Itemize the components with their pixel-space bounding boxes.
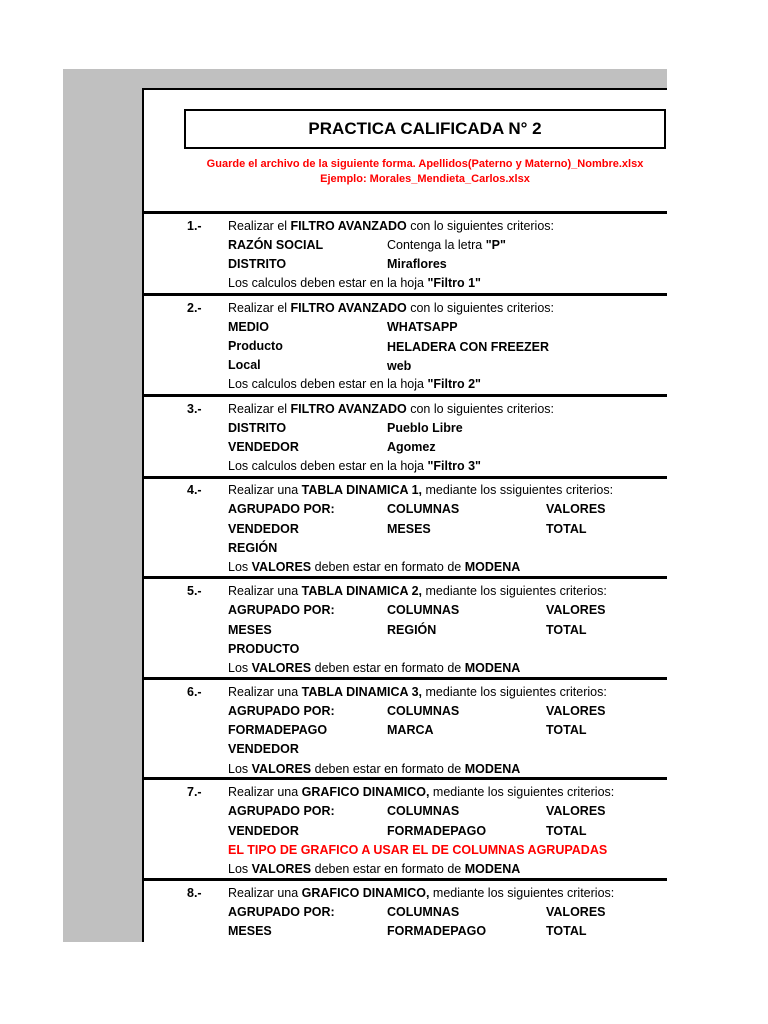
divider <box>144 211 667 214</box>
column-field: MARCA <box>387 723 434 737</box>
format-instruction: Los VALORES deben estar en formato de MODENA <box>228 862 521 876</box>
header-agrupado: AGRUPADO POR: <box>228 905 335 919</box>
header-valores: VALORES <box>546 804 606 818</box>
column-field: MESES <box>387 522 431 536</box>
header-columnas: COLUMNAS <box>387 603 460 617</box>
divider <box>144 476 667 479</box>
grouped-field: MESES <box>228 924 272 938</box>
header-columnas: COLUMNAS <box>387 704 460 718</box>
criteria-value: web <box>387 359 412 373</box>
value-field: TOTAL <box>546 522 587 536</box>
header-agrupado: AGRUPADO POR: <box>228 603 335 617</box>
header-valores: VALORES <box>546 603 606 617</box>
grouped-field: VENDEDOR <box>228 522 299 536</box>
task-number: 1.- <box>187 219 202 233</box>
format-instruction: Los VALORES deben estar en formato de MODENA <box>228 560 521 574</box>
task-description: Realizar el FILTRO AVANZADO con lo siguientes criterios: <box>228 402 555 416</box>
task-description: Realizar una TABLA DINAMICA 1, mediante los ssiguientes criterios: <box>228 483 614 497</box>
criteria-field: VENDEDOR <box>228 440 299 454</box>
task-description: Realizar una TABLA DINAMICA 3, mediante los siguientes criterios: <box>228 685 607 699</box>
page-title: PRACTICA CALIFICADA N° 2 <box>184 109 666 149</box>
grouped-field: PRODUCTO <box>228 642 300 656</box>
criteria-field: Producto <box>228 339 283 353</box>
value-field: TOTAL <box>546 824 587 838</box>
divider <box>144 293 667 296</box>
header-columnas: COLUMNAS <box>387 804 460 818</box>
task-description: Realizar una GRAFICO DINAMICO, mediante los siguientes criterios: <box>228 785 615 799</box>
criteria-field: Local <box>228 358 261 372</box>
divider <box>144 394 667 397</box>
criteria-value: HELADERA CON FREEZER <box>387 340 550 354</box>
criteria-field: DISTRITO <box>228 257 287 271</box>
task-number: 2.- <box>187 301 202 315</box>
task-number: 7.- <box>187 785 202 799</box>
filename-example: Ejemplo: Morales_Mendieta_Carlos.xlsx <box>320 173 530 185</box>
value-field: TOTAL <box>546 723 587 737</box>
criteria-value: Miraflores <box>387 257 447 271</box>
column-field: FORMADEPAGO <box>387 924 487 938</box>
grouped-field: VENDEDOR <box>228 742 299 756</box>
header-columnas: COLUMNAS <box>387 905 460 919</box>
chart-type-note: EL TIPO DE GRAFICO A USAR EL DE COLUMNAS AGRUPADAS <box>228 843 608 857</box>
criteria-field: RAZÓN SOCIAL <box>228 238 324 252</box>
divider <box>144 777 667 780</box>
task-description: Realizar una GRAFICO DINAMICO, mediante los siguientes criterios: <box>228 886 615 900</box>
task-description: Realizar el FILTRO AVANZADO con lo siguientes criterios: <box>228 301 555 315</box>
format-instruction: Los VALORES deben estar en formato de MODENA <box>228 661 521 675</box>
header-valores: VALORES <box>546 704 606 718</box>
grouped-field: REGIÓN <box>228 541 278 555</box>
header-agrupado: AGRUPADO POR: <box>228 704 335 718</box>
divider <box>144 677 667 680</box>
divider <box>144 878 667 881</box>
column-field: REGIÓN <box>387 623 437 637</box>
criteria-field: DISTRITO <box>228 421 287 435</box>
divider <box>144 576 667 579</box>
grouped-field: VENDEDOR <box>228 824 299 838</box>
task-number: 5.- <box>187 584 202 598</box>
header-valores: VALORES <box>546 905 606 919</box>
sheet-instruction: Los calculos deben estar en la hoja "Filtro 1" <box>228 276 481 290</box>
format-instruction: Los VALORES deben estar en formato de MODENA <box>228 762 521 776</box>
header-agrupado: AGRUPADO POR: <box>228 502 335 516</box>
criteria-value: Agomez <box>387 440 436 454</box>
task-description: Realizar el FILTRO AVANZADO con lo siguientes criterios: <box>228 219 555 233</box>
header-agrupado: AGRUPADO POR: <box>228 804 335 818</box>
task-number: 6.- <box>187 685 202 699</box>
criteria-field: MEDIO <box>228 320 269 334</box>
header-valores: VALORES <box>546 502 606 516</box>
value-field: TOTAL <box>546 623 587 637</box>
sheet-instruction: Los calculos deben estar en la hoja "Filtro 2" <box>228 377 481 391</box>
sheet-instruction: Los calculos deben estar en la hoja "Filtro 3" <box>228 459 481 473</box>
column-field: FORMADEPAGO <box>387 824 487 838</box>
criteria-value: Pueblo Libre <box>387 421 463 435</box>
header-columnas: COLUMNAS <box>387 502 460 516</box>
task-number: 8.- <box>187 886 202 900</box>
task-number: 4.- <box>187 483 202 497</box>
task-number: 3.- <box>187 402 202 416</box>
filename-instruction: Guarde el archivo de la siguiente forma. Apellidos(Paterno y Materno)_Nombre.xlsx <box>206 158 644 170</box>
grouped-field: FORMADEPAGO <box>228 723 328 737</box>
task-description: Realizar una TABLA DINAMICA 2, mediante los siguientes criterios: <box>228 584 607 598</box>
grouped-field: MESES <box>228 623 272 637</box>
criteria-value: Contenga la letra "P" <box>387 238 506 252</box>
value-field: TOTAL <box>546 924 587 938</box>
criteria-value: WHATSAPP <box>387 320 458 334</box>
